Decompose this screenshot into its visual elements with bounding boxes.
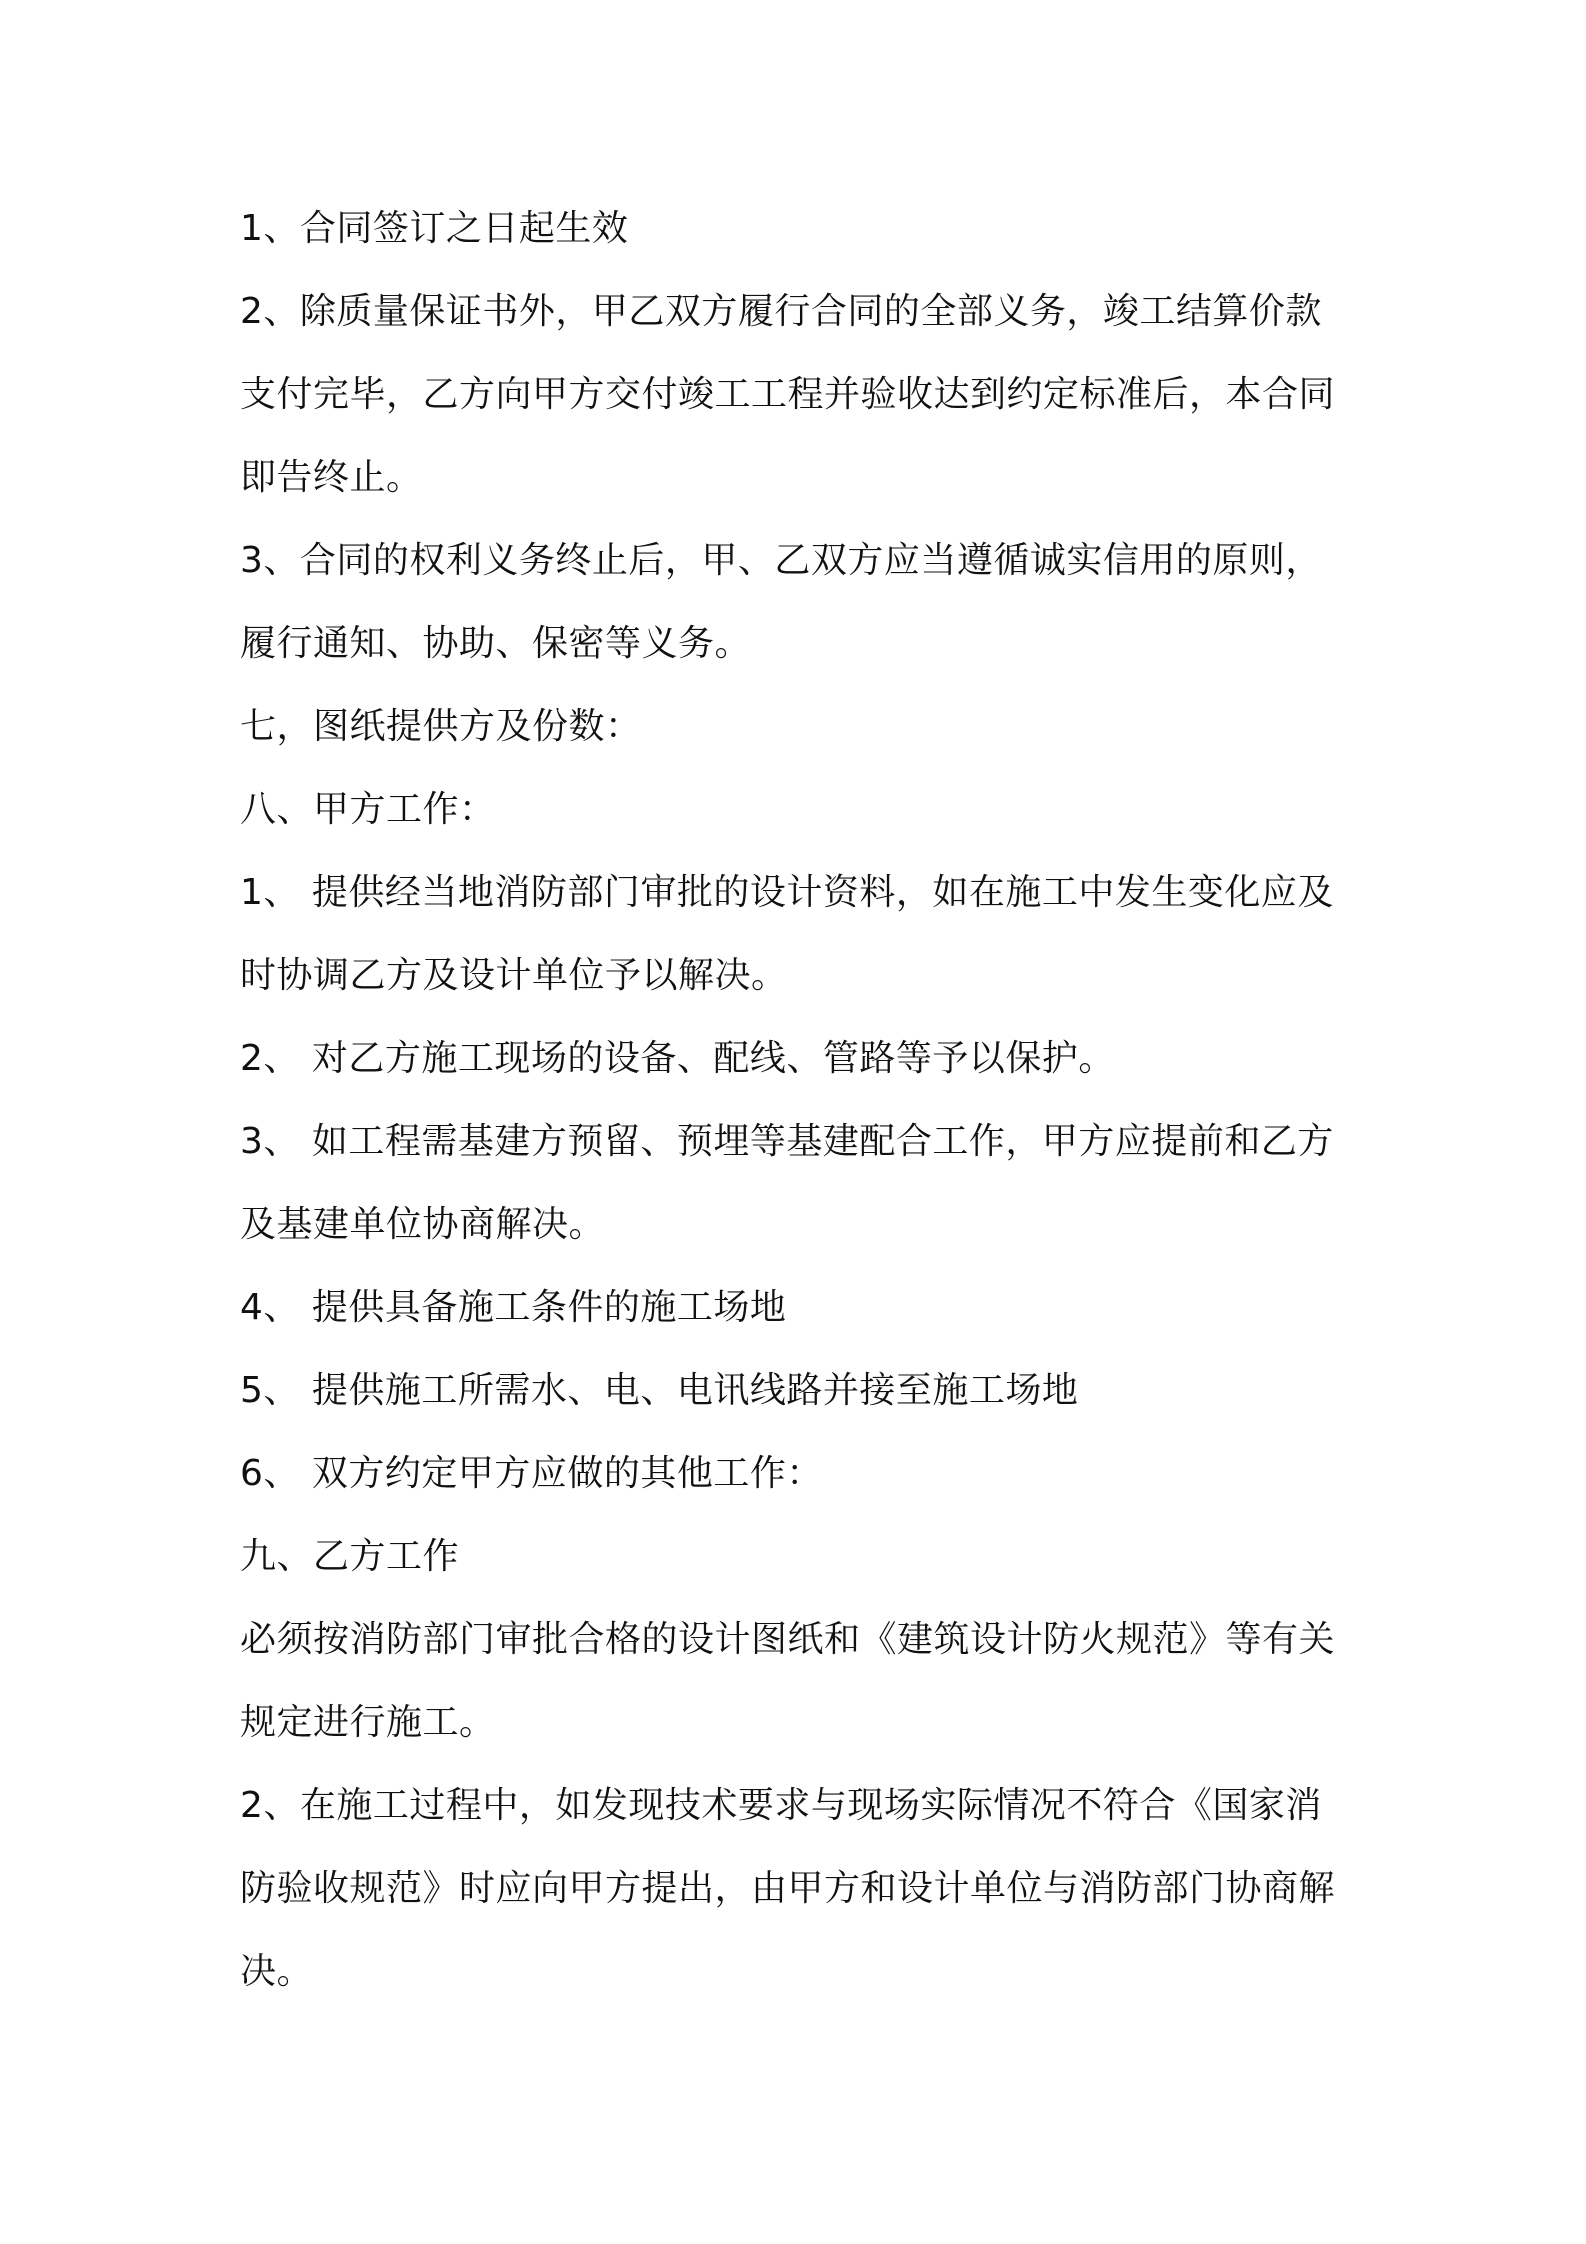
text-line: 支付完毕，乙方向甲方交付竣工工程并验收达到约定标准后，本合同	[240, 374, 1336, 415]
text-line: 履行通知、协助、保密等义务。	[240, 623, 752, 664]
text-line: 2、 对乙方施工现场的设备、配线、管路等予以保护。	[240, 1038, 1115, 1079]
text-line: 2、除质量保证书外，甲乙双方履行合同的全部义务，竣工结算价款	[240, 291, 1322, 332]
text-line: 3、合同的权利义务终止后，甲、乙双方应当遵循诚实信用的原则，	[240, 540, 1322, 581]
text-line: 4、 提供具备施工条件的施工场地	[240, 1287, 787, 1328]
section-heading: 八、甲方工作：	[240, 789, 496, 830]
text-line: 及基建单位协商解决。	[240, 1204, 606, 1245]
text-line: 2、在施工过程中，如发现技术要求与现场实际情况不符合《国家消	[240, 1785, 1322, 1826]
text-line: 即告终止。	[240, 457, 423, 498]
text-line: 规定进行施工。	[240, 1702, 496, 1743]
text-line: 6、 双方约定甲方应做的其他工作：	[240, 1453, 823, 1494]
text-line: 5、 提供施工所需水、电、电讯线路并接至施工场地	[240, 1370, 1079, 1411]
section-heading: 九、乙方工作	[240, 1536, 460, 1577]
text-line: 1、合同签订之日起生效	[240, 208, 629, 249]
text-line: 3、 如工程需基建方预留、预埋等基建配合工作，甲方应提前和乙方	[240, 1121, 1334, 1162]
section-heading: 七，图纸提供方及份数：	[240, 706, 642, 747]
text-line: 时协调乙方及设计单位予以解决。	[240, 955, 788, 996]
text-line: 防验收规范》时应向甲方提出，由甲方和设计单位与消防部门协商解	[240, 1868, 1336, 1909]
text-line: 必须按消防部门审批合格的设计图纸和《建筑设计防火规范》等有关	[240, 1619, 1336, 1660]
text-line: 1、 提供经当地消防部门审批的设计资料，如在施工中发生变化应及	[240, 872, 1334, 913]
text-line: 决。	[240, 1951, 314, 1992]
